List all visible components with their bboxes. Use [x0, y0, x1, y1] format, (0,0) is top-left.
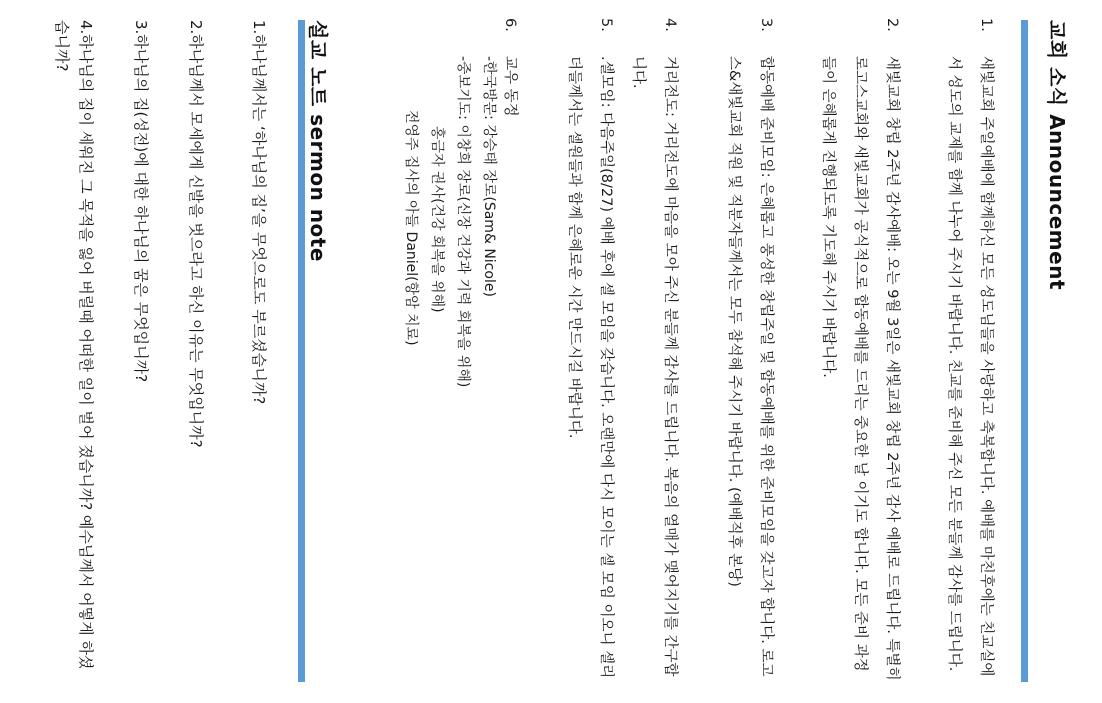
sermon-title-text: 설교 노트 sermon note: [306, 20, 331, 262]
item-text: 새빛교회 주일예배에 함께하신 모든 성도님들을 사랑하고 축복합니다. 예배를 마친후에는 친교실에서 성도의 교제를 함께 나누어 주시기 바랍니다. 친교를 준비해 주신 모든 분들께 감사를 드립니다.: [946, 56, 994, 677]
item-number: 1.: [978, 18, 994, 32]
item-number: 4.: [662, 18, 678, 32]
item-number: 2.: [884, 18, 900, 32]
announcement-rule: [1021, 20, 1028, 682]
member-news: [398, 56, 502, 676]
news-line-visit: -한국방문: 강승태 장로(Sam& Nicole): [481, 56, 497, 297]
sermon-title: [300, 20, 340, 262]
sermon-question-3: 3.하나님의 집(성전)에 대한 하나님의 꿈은 무엇입니까?: [132, 20, 150, 383]
news-line-prayer-3: 전영주 집사의 아들 Daniel(항암 치료): [403, 110, 419, 346]
item-text: 새빛교회 창립 2주년 감사예배: 오는 9월 3일은 새빛교회 창립 2주년 감사 예배로 드립니다. 특별히 로고스교회와 새빛교회가 공식적으로 합동예배를 드리는 중요한 날 이기도 합니다. 모든 준비 과정들이 은혜롭게 진행되도록 기도해 주시기 바랍니다.: [820, 56, 900, 681]
news-line-prayer-2: 홍금자 권사(건강 회복을 위해): [429, 126, 445, 313]
sermon-question-1: 1.하나님께서는 ‘하나님의 집’을 무엇으로도 부르셨습니까?: [250, 20, 268, 405]
item-text: 합동예배 준비모임: 은혜롭고 풍성한 창립주일 및 합동예배를 위한 준비모임을 갖고자 합니다. 로고스&새빛교회 직원 및 직분자들께서는 모두 참석해 주시기 바랍니다. (예배직후 본당): [726, 56, 774, 677]
news-line-prayer: -중보기도: 이창희 장로(신장 건강과 기력 회복을 위해): [455, 56, 471, 388]
sermon-rule: [298, 20, 305, 682]
item-number: 6.: [502, 18, 518, 32]
item-text: 교우 동정: [502, 56, 518, 117]
sermon-question-2: 2.하나님께서 모세에게 신발을 벗으라고 하신 이유는 무엇입니까?: [187, 20, 205, 448]
item-text: .셀모임: 다음주일(8/27) 예배 후에 셀 모임을 갖습니다. 오랜만에 다시 모이는 셀 모임 이오니 셀리더들께서는 셀원들과 함께 은혜로운 시간 만드시길 바랍니다.: [566, 56, 614, 679]
announcement-title-text: 교회 소식 Announcement: [1045, 20, 1070, 291]
item-number: 5.: [598, 18, 614, 32]
item-text: 거리전도: 거리전도에 마음을 모아 주신 분들께 감사를 드립니다. 복음의 열매가 맺어지기를 간구합니다.: [630, 56, 678, 677]
item-number: 3.: [758, 18, 774, 32]
sermon-question-4: 4.하나님의 집이 세워진 그 목적을 잃어 버릴때 어떠한 일이 벌어 졌습니까? 예수님께서 어떻게 하셨습니까?: [53, 20, 95, 670]
announcement-title: [1036, 20, 1082, 290]
